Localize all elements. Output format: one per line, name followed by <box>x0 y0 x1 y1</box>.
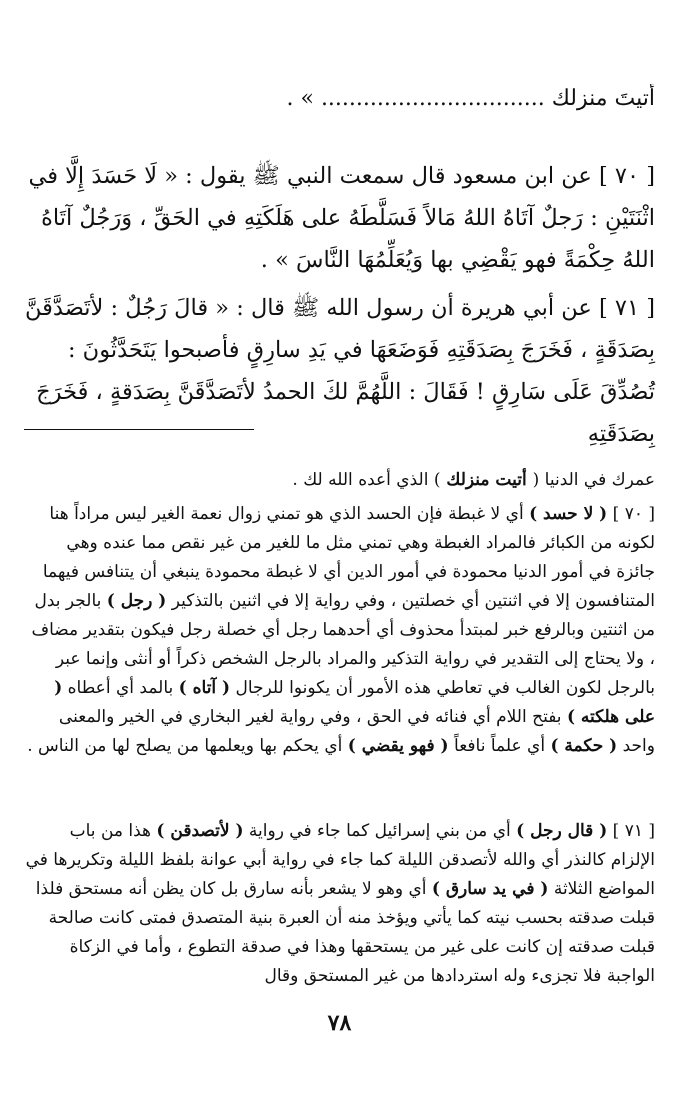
commentary-term: ( على هلكته ) <box>54 678 655 727</box>
page-number: ٧٨ <box>327 1010 352 1036</box>
commentary-text: هذا من باب الإلزام كالنذر أي والله لأتصدقن الليلة كما جاء في رواية أبي عوانة بلفظ الليلة وتكريرها في المواضع الثلاثة <box>25 821 655 899</box>
commentary-term: ( فهو يقضي ) <box>347 736 449 756</box>
commentary-term: أتيت منزلك <box>440 470 533 490</box>
commentary-text: بالمد أي أعطاه <box>62 678 179 698</box>
footnote-continuation: عمرك في الدنيا ( أتيت منزلك ) الذي أعده الله لك . <box>292 470 655 490</box>
footnote-71 <box>24 800 655 1008</box>
commentary-term: ( في يد سارق ) <box>431 879 549 899</box>
commentary-term: ( لا حسد ) <box>529 504 608 524</box>
commentary-term: ( آتاه ) <box>178 678 231 698</box>
commentary-text: أي لا غبطة فإن الحسد الذي هو تمني زوال نعمة الغير ليس مراداً هنا لكونه من الكبائر فالمراد الغبطة وهي تمني مثل ما للغير من غير نقص مما عنده وهي جائزة في أمور الدنيا محمودة في أمور الدين أي لا غبطة محمودة ينبغي أن يتنافس فيهما المتنافسون إلا في اثنتين أي خصلتين ، وفي رواية إلا في اثنين بالتذكير <box>42 504 655 611</box>
footnote-70 <box>24 483 655 778</box>
commentary-text: أي وهو لا يشعر بأنه سارق بل كان يظن أنه مستحق فلذا قبلت صدقته بحسب نيته كما يأتي ويؤخذ منه أن العبرة بنية المتصدق فمتى كانت صالحة قبلت صدقته إن كانت على غير من يستحقها وهذا في صدقة التطوع ، وأما في الزكاة الواجبة فلا تجزىء وله استردادها من غير المستحق وقال <box>35 879 655 986</box>
commentary-text: بالجر بدل من اثنتين وبالرفع خبر لمبتدأ محذوف أي أحدهما رجل أي خصلة رجل فيكون بتقدير مضاف ، ولا يحتاج إلى التقدير في رواية التذكير والمراد بالرجل الشخص ذكراً أو أنثى وإنما عبر بالرجل لكون الغالب في تعاطي هذه الأمور أن يكونوا للرجال <box>31 591 655 698</box>
commentary-term: ( رجل ) <box>106 591 167 611</box>
footnote-number: [ ٧١ ] <box>612 821 655 841</box>
commentary-term: ( قال رجل ) <box>516 821 608 841</box>
footnote-number: [ ٧٠ ] <box>612 504 655 524</box>
hadith-number: [ ٧٠ ] <box>598 162 655 189</box>
commentary-term: ( حكمة ) <box>550 736 618 756</box>
book-page <box>24 0 655 1100</box>
hadith-71 <box>24 264 655 477</box>
commentary-text: أي يحكم بها ويعلمها من يصلح لها من الناس . <box>27 736 348 756</box>
commentary-text: أي من بني إسرائيل كما جاء في رواية <box>243 821 517 841</box>
hadith-text: عن ابن مسعود قال سمعت النبي ﷺ يقول : « لَا حَسَدَ إِلَّا في اثْنَتَيْنِ : رَجلٌ آتَاهُ اللهُ مَالاً فَسَلَّطَهُ على هَلَكَتِهِ في الحَقِّ ، وَرَجُلٌ آتَاهُ اللهُ حِكْمَةً فهو يَقْضِي بها وَيُعَلِّمُهَا النَّاسَ » . <box>28 162 655 273</box>
footnote-divider <box>24 429 254 430</box>
main-text-continuation: أتيتَ منزلك ................................ » . <box>286 86 655 111</box>
commentary-text: بفتح اللام أي فنائه في الحق ، وفي رواية لغير البخاري في الخير والمعنى واحد <box>58 707 655 756</box>
commentary-text: أي علماً نافعاً <box>448 736 551 756</box>
commentary-term: ( لأتصدقن ) <box>156 821 244 841</box>
hadith-number: [ ٧١ ] <box>598 294 655 321</box>
hadith-text: عن أبي هريرة أن رسول الله ﷺ قال : « قالَ رَجُلٌ : لأتَصَدَّقَنَّ بِصَدَقَةٍ ، فَخَرَجَ بِصَدَقَتِهِ فَوَضَعَهَا في يَدِ سارِقٍ فأصبحوا يَتَحَدَّثُونَ : تُصُدِّقَ عَلَى سَارِقٍ ! فَقَالَ : اللَّهُمَّ لكَ الحمدُ لأتَصَدَّقَنَّ بِصَدَقةٍ ، فَخَرَجَ بِصَدَقَتِهِ <box>25 294 655 447</box>
